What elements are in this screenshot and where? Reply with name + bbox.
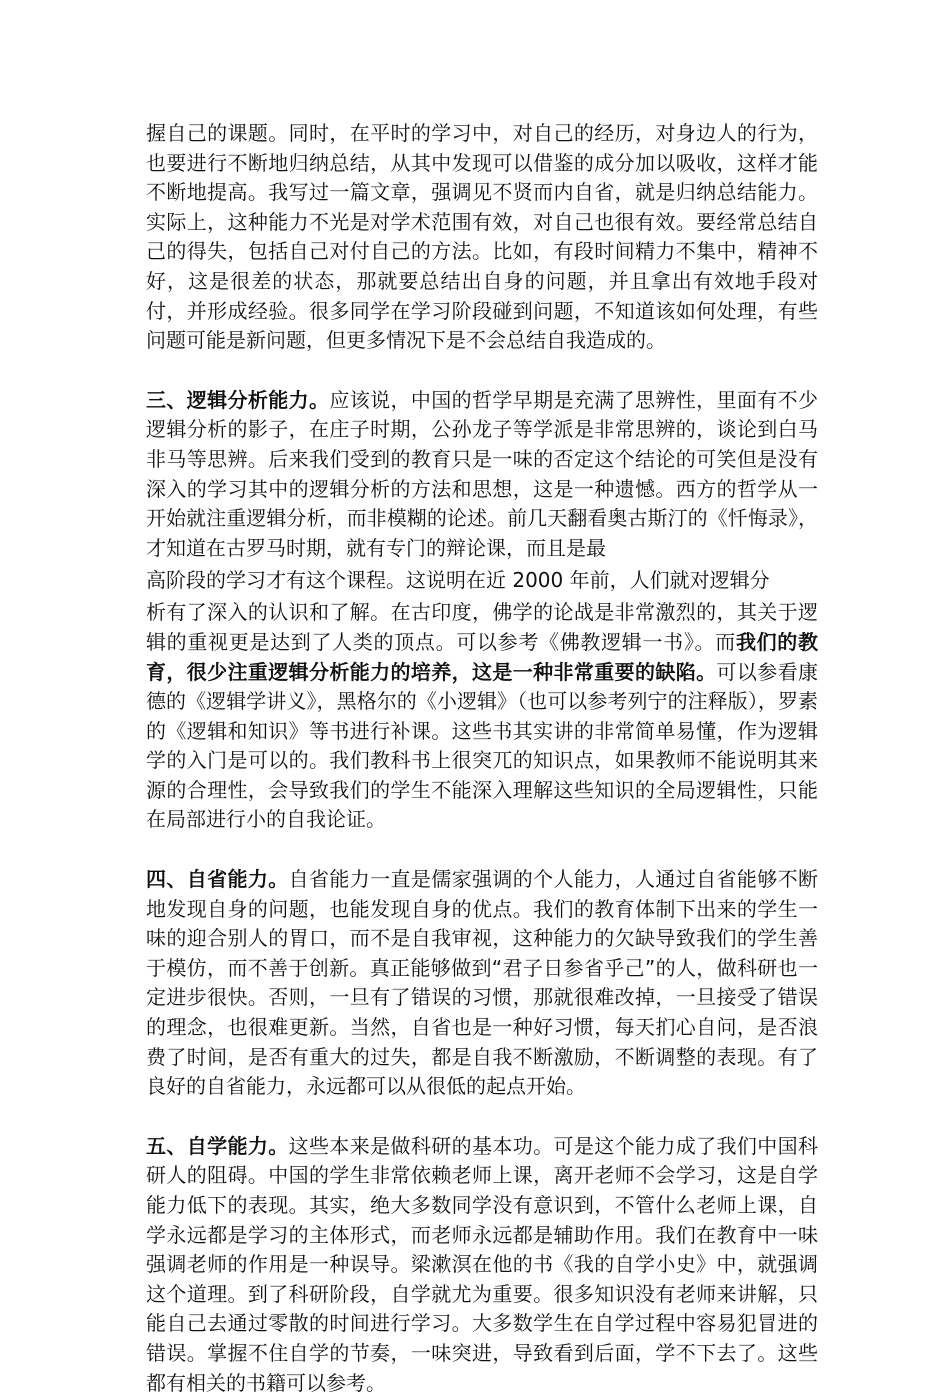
logic-text-d: 可以参看康德的《逻辑学讲义》，黑格尔的《小逻辑》（也可以参考列宁的注释版），罗素的《逻辑和知识》等书进行补课。这些书其实讲的非常简单易懂，作为逻辑学的入门是可以的。我们教科书上很突兀的知识点，如果教师不能说明其来源的合理性，会导致我们的学生不能深入理解这些知识的全局逻辑性，只能在局部进行小的自我论证。 <box>146 659 818 832</box>
logic-paragraph-part2 <box>146 598 818 835</box>
logic-bold-emphasis: 我们的教育，很少注重逻辑分析能力的培养，这是一种非常重要的缺陷。 <box>146 629 818 684</box>
paragraph-summary: 握自己的课题。同时，在平时的学习中，对自己的经历，对身边人的行为，也要进行不断地归纳总结，从其中发现可以借鉴的成分加以吸收，这样才能不断地提高。我写过一篇文章，强调见不贤而内自省，就是归纳总结能力。实际上，这种能力不光是对学术范围有效，对自己也很有效。要经常总结自己的得失，包括自己对付自己的方法。比如，有段时间精力不集中，精神不好，这是很差的状态，那就要总结出自身的问题，并且拿出有效地手段对付，并形成经验。很多同学在学习阶段碰到问题，不知道该如何处理，有些问题可能是新问题，但更多情况下是不会总结自我造成的。 <box>146 121 818 353</box>
section-introspection <box>146 865 818 1102</box>
section-heading-logic: 三、逻辑分析能力。 <box>146 387 330 412</box>
self-study-text: 这些本来是做科研的基本功。可是这个能力成了我们中国科研人的阻碍。中国的学生非常依赖老师上课，离开老师不会学习，这是自学能力低下的表现。其实，绝大多数同学没有意识到，不管什么老师上课，自学永远都是学习的主体形式，而老师永远都是辅助作用。我们在教育中一味强调老师的作用是一种误导。梁漱溟在他的书《我的自学小史》中，就强调这个道理。到了科研阶段，自学就尤为重要。很多知识没有老师来讲解，只能自己去通过零散的时间进行学习。大多数学生在自学过程中容易犯冒进的错误。掌握不住自学的节奏，一味突进，导致看到后面，学不下去了。这些都有相关的书籍可以参考。 <box>146 1133 818 1395</box>
logic-text-b: 高阶段的学习才有这个课程。这说明在近 2000 年前，人们就对逻辑分 <box>146 568 770 593</box>
section-self-study <box>146 1132 818 1398</box>
section-logic <box>146 386 818 835</box>
logic-paragraph-part1 <box>146 386 818 564</box>
document-body <box>146 119 818 1398</box>
introspection-text: 自省能力一直是儒家强调的个人能力，人通过自省能够不断地发现自身的问题，也能发现自身的优点。我们的教育体制下出来的学生一味的迎合别人的胃口，而不是自我审视，这种能力的欠缺导致我们的学生善于模仿，而不善于创新。真正能够做到“君子日参省乎己”的人，做科研也一定进步很快。否则，一旦有了错误的习惯，那就很难改掉，一旦接受了错误的理念，也很难更新。当然，自省也是一种好习惯，每天扪心自问，是否浪费了时间，是否有重大的过失，都是自我不断激励，不断调整的表现。有了良好的自省能力，永远都可以从很低的起点开始。 <box>146 867 818 1099</box>
logic-text-c: 析有了深入的认识和了解。在古印度，佛学的论战是非常激烈的，其关于逻辑的重视更是达到了人类的顶点。可以参考《佛教逻辑一书》。而 <box>146 600 818 654</box>
section-heading-self-study: 五、自学能力。 <box>146 1133 289 1158</box>
section-heading-introspection: 四、自省能力。 <box>146 867 289 892</box>
logic-text-a: 应该说，中国的哲学早期是充满了思辨性，里面有不少逻辑分析的影子，在庄子时期，公孙龙子等学派是非常思辨的，谈论到白马非马等思辨。后来我们受到的教育只是一味的否定这个结论的可笑但是没有深入的学习其中的逻辑分析的方法和思想，这是一种遗憾。西方的哲学从一开始就注重逻辑分析，而非模糊的论述。前几天翻看奥古斯汀的《忏悔录》，才知道在古罗马时期，就有专门的辩论课，而且是最 <box>146 387 818 560</box>
